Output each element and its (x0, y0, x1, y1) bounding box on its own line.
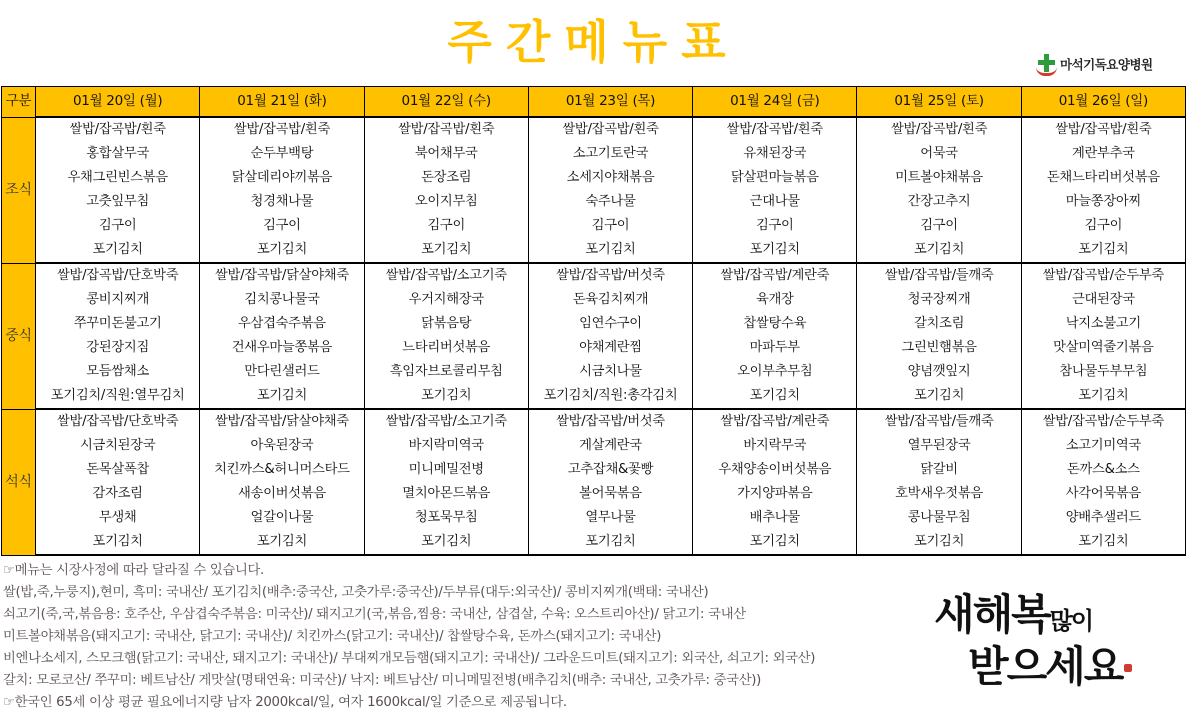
menu-item: 고춧잎무침 (36, 190, 200, 214)
note-line: ☞메뉴는 시장사정에 따라 달라질 수 있습니다. (3, 563, 264, 578)
menu-row (2, 142, 1186, 166)
menu-item: 숙주나물 (528, 190, 692, 214)
menu-item: 오이지무침 (364, 190, 528, 214)
menu-body (2, 117, 1186, 555)
menu-item: 쌀밥/잡곡밥/들깨죽 (857, 263, 1021, 288)
menu-item: 낙지소불고기 (1021, 312, 1185, 336)
day-header: 01월 21일 (화) (200, 87, 364, 118)
note-line: 미트볼야채볶음(돼지고기: 국내산, 닭고기: 국내산)/ 치킨까스(닭고기: 국내산)/ 찹쌀탕수육, 돈까스(돼지고기: 국내산) (3, 629, 662, 644)
menu-item: 김구이 (1021, 214, 1185, 238)
menu-item: 돈장조림 (364, 166, 528, 190)
menu-item: 무생채 (36, 506, 200, 530)
menu-item: 고추잡채&꽃빵 (528, 458, 692, 482)
menu-row (2, 336, 1186, 360)
note-line: 쌀(밥,죽,누룽지),현미, 흑미: 국내산/ 포기김치(배추:중국산, 고춧가루:중국산)/두부류(대두:외국산)/ 콩비지찌개(백태: 국내산) (3, 585, 709, 600)
menu-item: 바지락미역국 (364, 434, 528, 458)
menu-item: 돈채느타리버섯볶음 (1021, 166, 1185, 190)
menu-item: 포기김치 (857, 384, 1021, 409)
menu-item: 포기김치 (693, 530, 857, 555)
day-header: 01월 22일 (수) (364, 87, 528, 118)
menu-row (2, 458, 1186, 482)
menu-item: 미니메밀전병 (364, 458, 528, 482)
menu-item: 느타리버섯볶음 (364, 336, 528, 360)
menu-item: 우삼겹숙주볶음 (200, 312, 364, 336)
menu-item: 김구이 (857, 214, 1021, 238)
menu-item: 쌀밥/잡곡밥/들깨죽 (857, 409, 1021, 434)
menu-item: 포기김치 (857, 238, 1021, 263)
menu-row (2, 288, 1186, 312)
menu-item: 김구이 (528, 214, 692, 238)
menu-row (2, 482, 1186, 506)
menu-item: 오이부추무침 (693, 360, 857, 384)
menu-row (2, 409, 1186, 434)
menu-item: 쌀밥/잡곡밥/흰죽 (528, 117, 692, 142)
menu-item: 포기김치 (1021, 530, 1185, 555)
menu-item: 쭈꾸미돈불고기 (36, 312, 200, 336)
menu-item: 소세지야채볶음 (528, 166, 692, 190)
menu-item: 포기김치/직원:열무김치 (36, 384, 200, 409)
menu-item: 멸치아몬드볶음 (364, 482, 528, 506)
menu-item: 포기김치 (364, 238, 528, 263)
day-header: 01월 26일 (일) (1021, 87, 1185, 118)
menu-row (2, 190, 1186, 214)
day-header: 01월 23일 (목) (528, 87, 692, 118)
menu-row (2, 434, 1186, 458)
menu-item: 청경채나물 (200, 190, 364, 214)
menu-row (2, 263, 1186, 288)
menu-item: 쌀밥/잡곡밥/흰죽 (200, 117, 364, 142)
stamp-icon (1124, 664, 1132, 672)
menu-item: 가지양파볶음 (693, 482, 857, 506)
menu-item: 열무나물 (528, 506, 692, 530)
day-header: 01월 25일 (토) (857, 87, 1021, 118)
menu-item: 유채된장국 (693, 142, 857, 166)
menu-item: 갈치조림 (857, 312, 1021, 336)
menu-item: 볼어묵볶음 (528, 482, 692, 506)
menu-item: 돈육김치찌개 (528, 288, 692, 312)
meal-label: 조식 (2, 117, 36, 263)
menu-item: 배추나물 (693, 506, 857, 530)
hospital-name: 마석기독요양병원 (1060, 57, 1153, 72)
weekly-menu-table (1, 86, 1186, 556)
menu-item: 참나물두부무침 (1021, 360, 1185, 384)
menu-item: 쌀밥/잡곡밥/단호박죽 (36, 409, 200, 434)
greeting-line-1 (934, 582, 1092, 642)
menu-item: 쌀밥/잡곡밥/흰죽 (364, 117, 528, 142)
menu-item: 청포묵무침 (364, 506, 528, 530)
menu-item: 그린빈햄볶음 (857, 336, 1021, 360)
menu-item: 열무된장국 (857, 434, 1021, 458)
menu-row (2, 384, 1186, 409)
menu-item: 쌀밥/잡곡밥/흰죽 (36, 117, 200, 142)
menu-item: 맛살미역줄기볶음 (1021, 336, 1185, 360)
menu-item: 쌀밥/잡곡밥/소고기죽 (364, 409, 528, 434)
menu-row (2, 166, 1186, 190)
menu-item: 강된장지짐 (36, 336, 200, 360)
menu-item: 쌀밥/잡곡밥/흰죽 (1021, 117, 1185, 142)
menu-item: 닭살데리야끼볶음 (200, 166, 364, 190)
menu-item: 아욱된장국 (200, 434, 364, 458)
menu-item: 감자조림 (36, 482, 200, 506)
menu-item: 양배추샐러드 (1021, 506, 1185, 530)
header-label: 구분 (2, 87, 36, 118)
menu-row (2, 238, 1186, 263)
menu-item: 쌀밥/잡곡밥/계란죽 (693, 263, 857, 288)
menu-item: 모듬쌈채소 (36, 360, 200, 384)
menu-item: 근대된장국 (1021, 288, 1185, 312)
meal-label: 석식 (2, 409, 36, 555)
menu-item: 마늘쫑장아찌 (1021, 190, 1185, 214)
menu-item: 계란부추국 (1021, 142, 1185, 166)
menu-item: 우거지해장국 (364, 288, 528, 312)
menu-item: 사각어묵볶음 (1021, 482, 1185, 506)
menu-item: 포기김치 (200, 384, 364, 409)
note-line: ☞한국인 65세 이상 평균 필요에너지량 남자 2000kcal/일, 여자 1600kcal/일 기준으로 제공됩니다. (3, 695, 567, 710)
menu-item: 얼갈이나물 (200, 506, 364, 530)
greeting-line-2: 받으세요 (968, 642, 1123, 691)
menu-item: 포기김치 (528, 238, 692, 263)
menu-item: 쌀밥/잡곡밥/닭살야채죽 (200, 263, 364, 288)
menu-item: 김구이 (364, 214, 528, 238)
menu-item: 콩비지찌개 (36, 288, 200, 312)
menu-item: 흑임자브로콜리무침 (364, 360, 528, 384)
menu-item: 야채계란찜 (528, 336, 692, 360)
menu-item: 순두부백탕 (200, 142, 364, 166)
menu-item: 쌀밥/잡곡밥/소고기죽 (364, 263, 528, 288)
note-line: 쇠고기(죽,국,볶음용: 호주산, 우삼겹숙주볶음: 미국산)/ 돼지고기(국,볶음,찜용: 국내산, 삼겹살, 수육: 오스트리아산)/ 닭고기: 국내산 (3, 607, 746, 622)
header-row (2, 87, 1186, 118)
menu-item: 양념깻잎지 (857, 360, 1021, 384)
menu-item: 포기김치 (1021, 384, 1185, 409)
new-year-greeting (928, 578, 1178, 698)
notes-section (3, 560, 943, 714)
note-line: 비엔나소세지, 스모크햄(닭고기: 국내산, 돼지고기: 국내산)/ 부대찌개모듬햄(돼지고기: 국내산)/ 그라운드미트(돼지고기: 외국산, 쇠고기: 외국산) (3, 651, 816, 666)
menu-item: 건새우마늘쫑볶음 (200, 336, 364, 360)
menu-item: 닭볶음탕 (364, 312, 528, 336)
menu-item: 찹쌀탕수육 (693, 312, 857, 336)
menu-item: 포기김치 (36, 530, 200, 555)
menu-item: 포기김치 (857, 530, 1021, 555)
menu-item: 포기김치 (364, 384, 528, 409)
menu-row (2, 530, 1186, 555)
menu-item: 포기김치 (364, 530, 528, 555)
menu-item: 포기김치 (200, 530, 364, 555)
day-header: 01월 20일 (월) (36, 87, 200, 118)
menu-item: 북어채무국 (364, 142, 528, 166)
menu-item: 소고기미역국 (1021, 434, 1185, 458)
menu-item: 돈목살폭찹 (36, 458, 200, 482)
menu-item: 쌀밥/잡곡밥/단호박죽 (36, 263, 200, 288)
menu-item: 김구이 (36, 214, 200, 238)
menu-item: 김구이 (693, 214, 857, 238)
menu-item: 육개장 (693, 288, 857, 312)
menu-item: 쌀밥/잡곡밥/순두부죽 (1021, 263, 1185, 288)
menu-item: 쌀밥/잡곡밥/흰죽 (693, 117, 857, 142)
menu-item: 마파두부 (693, 336, 857, 360)
menu-item: 시금치나물 (528, 360, 692, 384)
menu-item: 포기김치 (36, 238, 200, 263)
menu-item: 포기김치 (200, 238, 364, 263)
menu-item: 청국장찌개 (857, 288, 1021, 312)
menu-row (2, 360, 1186, 384)
menu-item: 미트볼야채볶음 (857, 166, 1021, 190)
menu-item: 포기김치/직원:총각김치 (528, 384, 692, 409)
menu-item: 시금치된장국 (36, 434, 200, 458)
day-header: 01월 24일 (금) (693, 87, 857, 118)
menu-item: 쌀밥/잡곡밥/계란죽 (693, 409, 857, 434)
menu-item: 김치콩나물국 (200, 288, 364, 312)
menu-item: 새송이버섯볶음 (200, 482, 364, 506)
menu-item: 쌀밥/잡곡밥/버섯죽 (528, 263, 692, 288)
menu-item: 호박새우젓볶음 (857, 482, 1021, 506)
hospital-logo (1036, 54, 1153, 74)
menu-row (2, 117, 1186, 142)
menu-item: 치킨까스&허니머스타드 (200, 458, 364, 482)
menu-item: 우채양송이버섯볶음 (693, 458, 857, 482)
menu-item: 근대나물 (693, 190, 857, 214)
note-line: 갈치: 모로코산/ 쭈꾸미: 베트남산/ 게맛살(명태연육: 미국산)/ 낙지: 베트남산/ 미니메밀전병(배추김치(배추: 국내산, 고춧가루: 중국산)) (3, 673, 762, 688)
cross-icon (1036, 54, 1058, 74)
menu-item: 김구이 (200, 214, 364, 238)
menu-item: 쌀밥/잡곡밥/흰죽 (857, 117, 1021, 142)
menu-item: 닭갈비 (857, 458, 1021, 482)
menu-item: 쌀밥/잡곡밥/버섯죽 (528, 409, 692, 434)
menu-item: 포기김치 (693, 238, 857, 263)
menu-item: 간장고추지 (857, 190, 1021, 214)
menu-item: 홍합살무국 (36, 142, 200, 166)
page-title: 주간메뉴표 (447, 15, 740, 69)
menu-row (2, 506, 1186, 530)
menu-item: 쌀밥/잡곡밥/닭살야채죽 (200, 409, 364, 434)
menu-item: 돈까스&소스 (1021, 458, 1185, 482)
menu-item: 게살계란국 (528, 434, 692, 458)
meal-label: 중식 (2, 263, 36, 409)
greeting-big: 새해복 (934, 590, 1050, 639)
menu-item: 임연수구이 (528, 312, 692, 336)
menu-item: 포기김치 (528, 530, 692, 555)
menu-row (2, 214, 1186, 238)
greeting-small: 많이 (1049, 606, 1093, 635)
menu-item: 쌀밥/잡곡밥/순두부죽 (1021, 409, 1185, 434)
menu-item: 닭살편마늘볶음 (693, 166, 857, 190)
menu-item: 포기김치 (693, 384, 857, 409)
menu-item: 포기김치 (1021, 238, 1185, 263)
menu-item: 만다린샐러드 (200, 360, 364, 384)
menu-item: 우채그린빈스볶음 (36, 166, 200, 190)
menu-item: 콩나물무침 (857, 506, 1021, 530)
menu-item: 바지락무국 (693, 434, 857, 458)
menu-row (2, 312, 1186, 336)
menu-item: 소고기토란국 (528, 142, 692, 166)
menu-item: 어묵국 (857, 142, 1021, 166)
